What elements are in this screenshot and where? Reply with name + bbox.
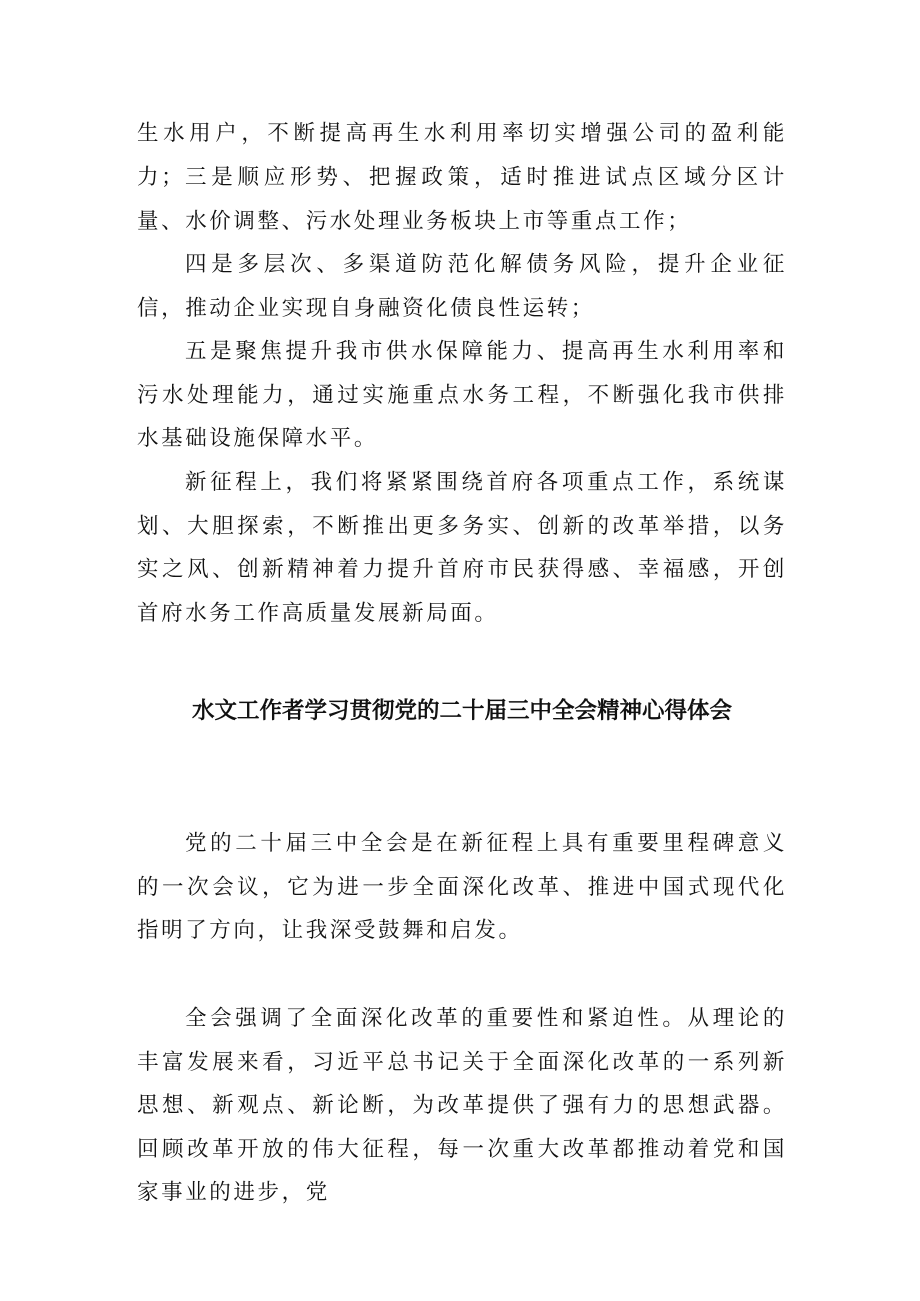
article-paragraph: 全会强调了全面深化改革的重要性和紧迫性。从理论的丰富发展来看，习近平总书记关于全面深化改革的一系列新思想、新观点、新论断，为改革提供了强有力的思想武器。回顾改革开放的伟大征程，每一次重大改革都推动着党和国家事业的进步，党: [137, 1006, 787, 1205]
point-three-paragraph: 三是顺应形势、把握政策，适时推进试点区域分区计量、水价调整、污水处理业务板块上市等重点工作；: [137, 165, 787, 234]
article-paragraph: 党的二十届三中全会是在新征程上具有重要里程碑意义的一次会议，它为进一步全面深化改革、推进中国式现代化指明了方向，让我深受鼓舞和启发。: [137, 831, 787, 943]
point-four-paragraph: 四是多层次、多渠道防范化解债务风险，提升企业征信，推动企业实现自身融资化债良性运转；: [137, 252, 787, 321]
point-five-paragraph: 五是聚焦提升我市供水保障能力、提高再生水利用率和污水处理能力，通过实施重点水务工程，不断强化我市供排水基础设施保障水平。: [137, 339, 787, 451]
continuation-paragraph: 生水用户，不断提高再生水利用率切实增强公司的盈利能力；: [137, 121, 787, 190]
article-title: 水文工作者学习贯彻党的二十届三中全会精神心得体会: [191, 698, 732, 724]
closing-paragraph: 新征程上，我们将紧紧围绕首府各项重点工作，系统谋划、大胆探索，不断推出更多务实、创新的改革举措，以务实之风、创新精神着力提升首府市民获得感、幸福感，开创首府水务工作高质量发展新局面。: [137, 470, 787, 626]
